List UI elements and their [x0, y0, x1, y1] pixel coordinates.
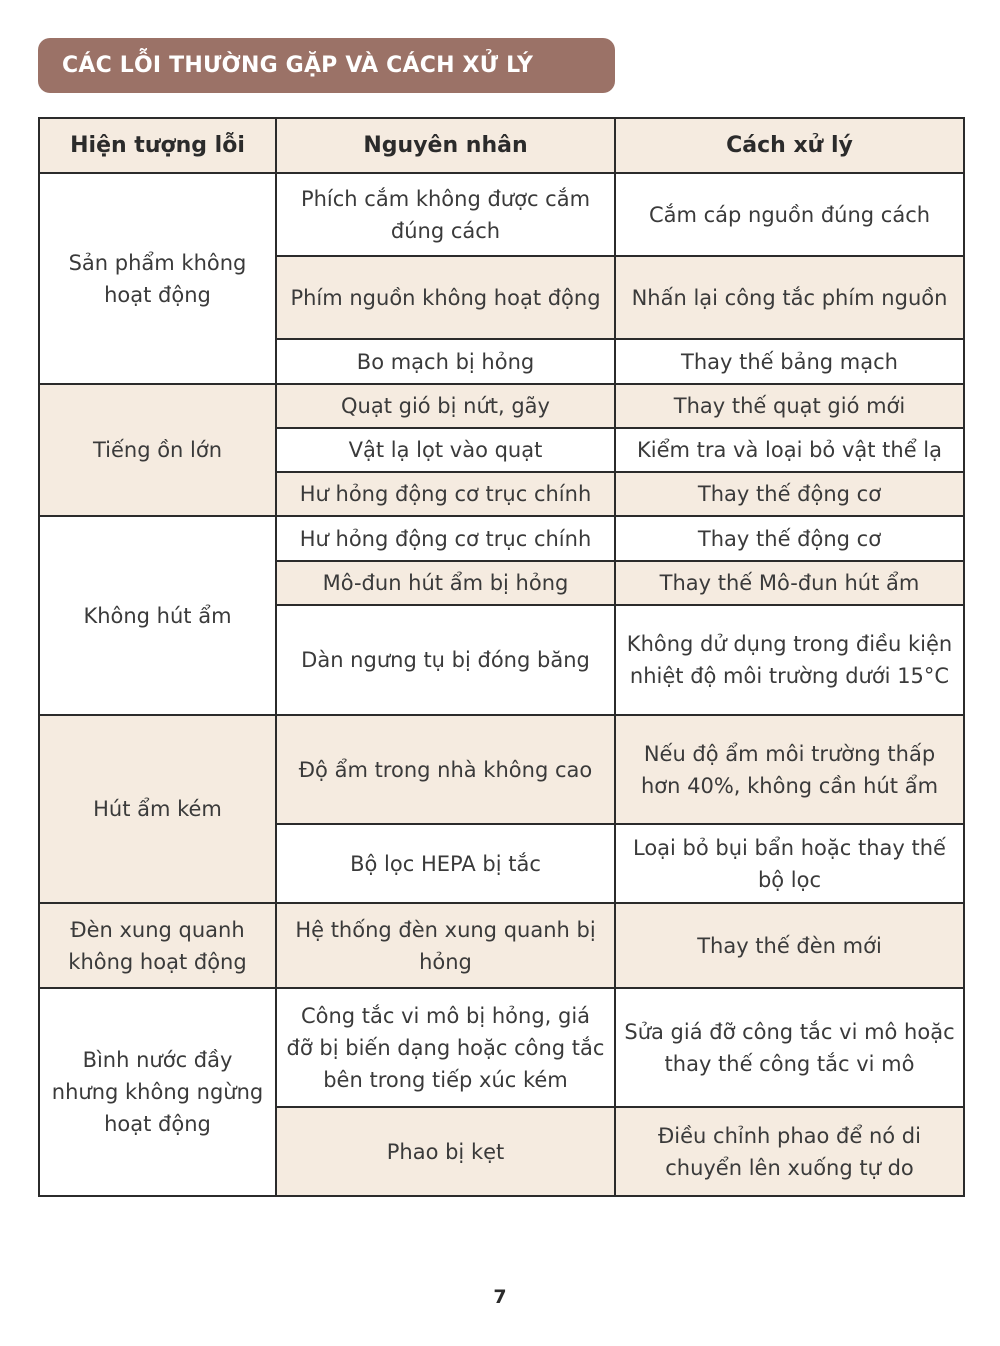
- solution-cell: Thay thế bảng mạch: [615, 339, 964, 384]
- table-row: [39, 384, 964, 428]
- symptom-cell: Đèn xung quanh không hoạt động: [39, 903, 276, 988]
- table-row: [39, 516, 964, 561]
- symptom-cell: Không hút ẩm: [39, 516, 276, 715]
- header-solution: Cách xử lý: [615, 118, 964, 173]
- cause-cell: Phích cắm không được cắm đúng cách: [276, 173, 615, 256]
- cause-cell: Độ ẩm trong nhà không cao: [276, 715, 615, 824]
- header-cause: Nguyên nhân: [276, 118, 615, 173]
- cause-cell: Dàn ngưng tụ bị đóng băng: [276, 605, 615, 715]
- symptom-cell: Bình nước đầy nhưng không ngừng hoạt động: [39, 988, 276, 1196]
- table-row: [39, 903, 964, 988]
- solution-cell: Thay thế Mô-đun hút ẩm: [615, 561, 964, 605]
- cause-cell: Phím nguồn không hoạt động: [276, 256, 615, 339]
- cause-cell: Hư hỏng động cơ trục chính: [276, 472, 615, 516]
- solution-cell: Sửa giá đỡ công tắc vi mô hoặc thay thế công tắc vi mô: [615, 988, 964, 1107]
- page-number: 7: [493, 1286, 507, 1308]
- solution-cell: Cắm cáp nguồn đúng cách: [615, 173, 964, 256]
- cause-cell: Vật lạ lọt vào quạt: [276, 428, 615, 472]
- table-row: [39, 988, 964, 1107]
- section-title: CÁC LỖI THƯỜNG GẶP VÀ CÁCH XỬ LÝ: [38, 38, 615, 93]
- table-row: [39, 715, 964, 824]
- solution-cell: Điều chỉnh phao để nó di chuyển lên xuống tự do: [615, 1107, 964, 1196]
- cause-cell: Bộ lọc HEPA bị tắc: [276, 824, 615, 903]
- solution-cell: Kiểm tra và loại bỏ vật thể lạ: [615, 428, 964, 472]
- cause-cell: Mô-đun hút ẩm bị hỏng: [276, 561, 615, 605]
- header-symptom: Hiện tượng lỗi: [39, 118, 276, 173]
- symptom-cell: Hút ẩm kém: [39, 715, 276, 903]
- solution-cell: Nếu độ ẩm môi trường thấp hơn 40%, không cần hút ẩm: [615, 715, 964, 824]
- solution-cell: Loại bỏ bụi bẩn hoặc thay thế bộ lọc: [615, 824, 964, 903]
- troubleshooting-table: [38, 117, 965, 1197]
- cause-cell: Hư hỏng động cơ trục chính: [276, 516, 615, 561]
- solution-cell: Thay thế động cơ: [615, 516, 964, 561]
- solution-cell: Thay thế đèn mới: [615, 903, 964, 988]
- solution-cell: Thay thế quạt gió mới: [615, 384, 964, 428]
- cause-cell: Phao bị kẹt: [276, 1107, 615, 1196]
- solution-cell: Không dử dụng trong điều kiện nhiệt độ môi trường dưới 15°C: [615, 605, 964, 715]
- symptom-cell: Tiếng ồn lớn: [39, 384, 276, 516]
- cause-cell: Bo mạch bị hỏng: [276, 339, 615, 384]
- cause-cell: Hệ thống đèn xung quanh bị hỏng: [276, 903, 615, 988]
- symptom-cell: Sản phẩm không hoạt động: [39, 173, 276, 384]
- solution-cell: Nhấn lại công tắc phím nguồn: [615, 256, 964, 339]
- solution-cell: Thay thế động cơ: [615, 472, 964, 516]
- table-row: [39, 173, 964, 256]
- cause-cell: Quạt gió bị nứt, gãy: [276, 384, 615, 428]
- cause-cell: Công tắc vi mô bị hỏng, giá đỡ bị biến dạng hoặc công tắc bên trong tiếp xúc kém: [276, 988, 615, 1107]
